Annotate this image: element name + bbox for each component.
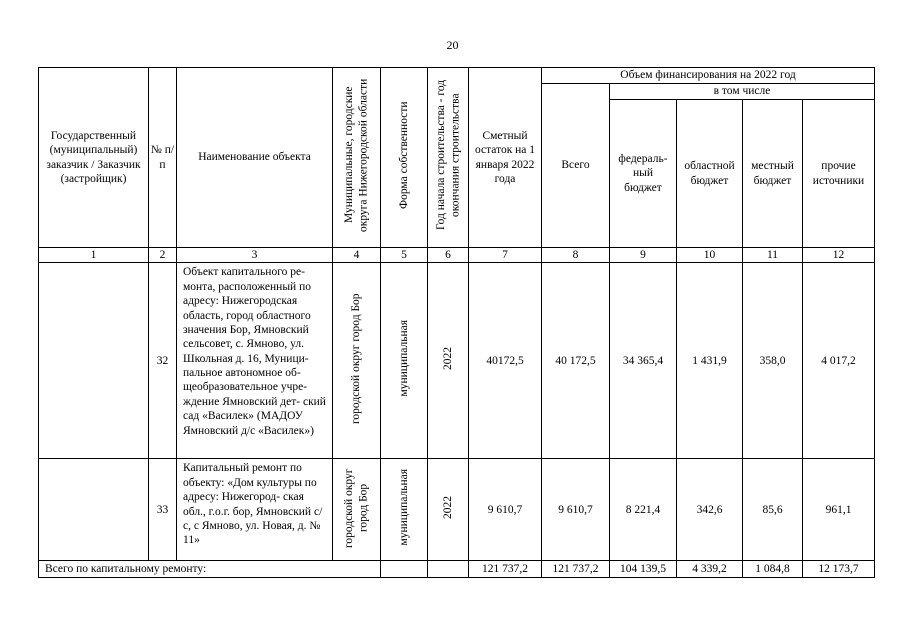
column-number: 5 xyxy=(381,248,428,263)
header-including: в том числе xyxy=(610,84,875,100)
column-number: 11 xyxy=(743,248,803,263)
column-number: 7 xyxy=(469,248,542,263)
cell-municipality: городской округ город Бор xyxy=(333,459,381,561)
cell-object-name: Капитальный ремонт по объекту: «Дом культуры по адресу: Нижегород- ская обл., г.о.г. бор, Ямновский с/с, с Ямново, ул. Новая, д. № 11» xyxy=(177,459,333,561)
cell-local: 358,0 xyxy=(743,263,803,459)
cell-regional: 342,6 xyxy=(677,459,743,561)
cell-total: 9 610,7 xyxy=(542,459,610,561)
header-years: Год начала строительства - год окончания строительства xyxy=(428,68,469,248)
totals-other: 12 173,7 xyxy=(803,561,875,578)
header-other: прочие источники xyxy=(803,100,875,248)
header-funding-group: Объем финансирования на 2022 год xyxy=(542,68,875,84)
totals-total: 121 737,2 xyxy=(542,561,610,578)
header-object-name: Наименование объекта xyxy=(177,68,333,248)
cell-federal: 34 365,4 xyxy=(610,263,677,459)
column-number: 1 xyxy=(39,248,149,263)
header-municipality: Муниципальные, городские округа Нижегородской области xyxy=(333,68,381,248)
cell-other: 961,1 xyxy=(803,459,875,561)
totals-estimated-balance: 121 737,2 xyxy=(469,561,542,578)
column-number: 4 xyxy=(333,248,381,263)
column-number: 9 xyxy=(610,248,677,263)
cell-number: 32 xyxy=(149,263,177,459)
column-number: 12 xyxy=(803,248,875,263)
cell-estimated-balance: 40172,5 xyxy=(469,263,542,459)
cell-total: 40 172,5 xyxy=(542,263,610,459)
column-number: 6 xyxy=(428,248,469,263)
cell-federal: 8 221,4 xyxy=(610,459,677,561)
header-estimated-balance: Сметный остаток на 1 января 2022 года xyxy=(469,68,542,248)
header-ownership: Форма собственности xyxy=(381,68,428,248)
cell-regional: 1 431,9 xyxy=(677,263,743,459)
cell-customer xyxy=(39,459,149,561)
cell-ownership: муниципальная xyxy=(381,263,428,459)
header-federal: федераль- ный бюджет xyxy=(610,100,677,248)
totals-federal: 104 139,5 xyxy=(610,561,677,578)
page-number: 20 xyxy=(446,38,459,52)
cell-empty xyxy=(381,561,428,578)
column-number-row xyxy=(39,248,875,263)
cell-years: 2022 xyxy=(428,263,469,459)
cell-other: 4 017,2 xyxy=(803,263,875,459)
cell-municipality: городской округ город Бор xyxy=(333,263,381,459)
column-number: 10 xyxy=(677,248,743,263)
cell-empty xyxy=(428,561,469,578)
header-customer: Государственный (муниципальный) заказчик / Заказчик (застройщик) xyxy=(39,68,149,248)
table-row xyxy=(39,459,875,561)
cell-ownership: муниципальная xyxy=(381,459,428,561)
cell-estimated-balance: 9 610,7 xyxy=(469,459,542,561)
totals-local: 1 084,8 xyxy=(743,561,803,578)
cell-number: 33 xyxy=(149,459,177,561)
column-number: 8 xyxy=(542,248,610,263)
header-total: Всего xyxy=(542,84,610,248)
cell-customer xyxy=(39,263,149,459)
column-number: 2 xyxy=(149,248,177,263)
cell-years: 2022 xyxy=(428,459,469,561)
header-number: № п/п xyxy=(149,68,177,248)
totals-label: Всего по капитальному ремонту: xyxy=(39,561,381,578)
totals-row xyxy=(39,561,875,578)
column-number: 3 xyxy=(177,248,333,263)
totals-regional: 4 339,2 xyxy=(677,561,743,578)
cell-local: 85,6 xyxy=(743,459,803,561)
table-row xyxy=(39,263,875,459)
header-local: местный бюджет xyxy=(743,100,803,248)
header-regional: областной бюджет xyxy=(677,100,743,248)
cell-object-name: Объект капитального ре- монта, расположенный по адресу: Нижегородская область, город областного значения Бор, Ямновский сельсовет, с. Ямново, ул. Школьная д. 16, Муници- пальное автономное об- щеобразовательное учре- ждение Ямновский дет- ский сад «Василек» (МАДОУ Ямновский д/с «Василек») xyxy=(177,263,333,459)
financing-table xyxy=(38,67,875,578)
